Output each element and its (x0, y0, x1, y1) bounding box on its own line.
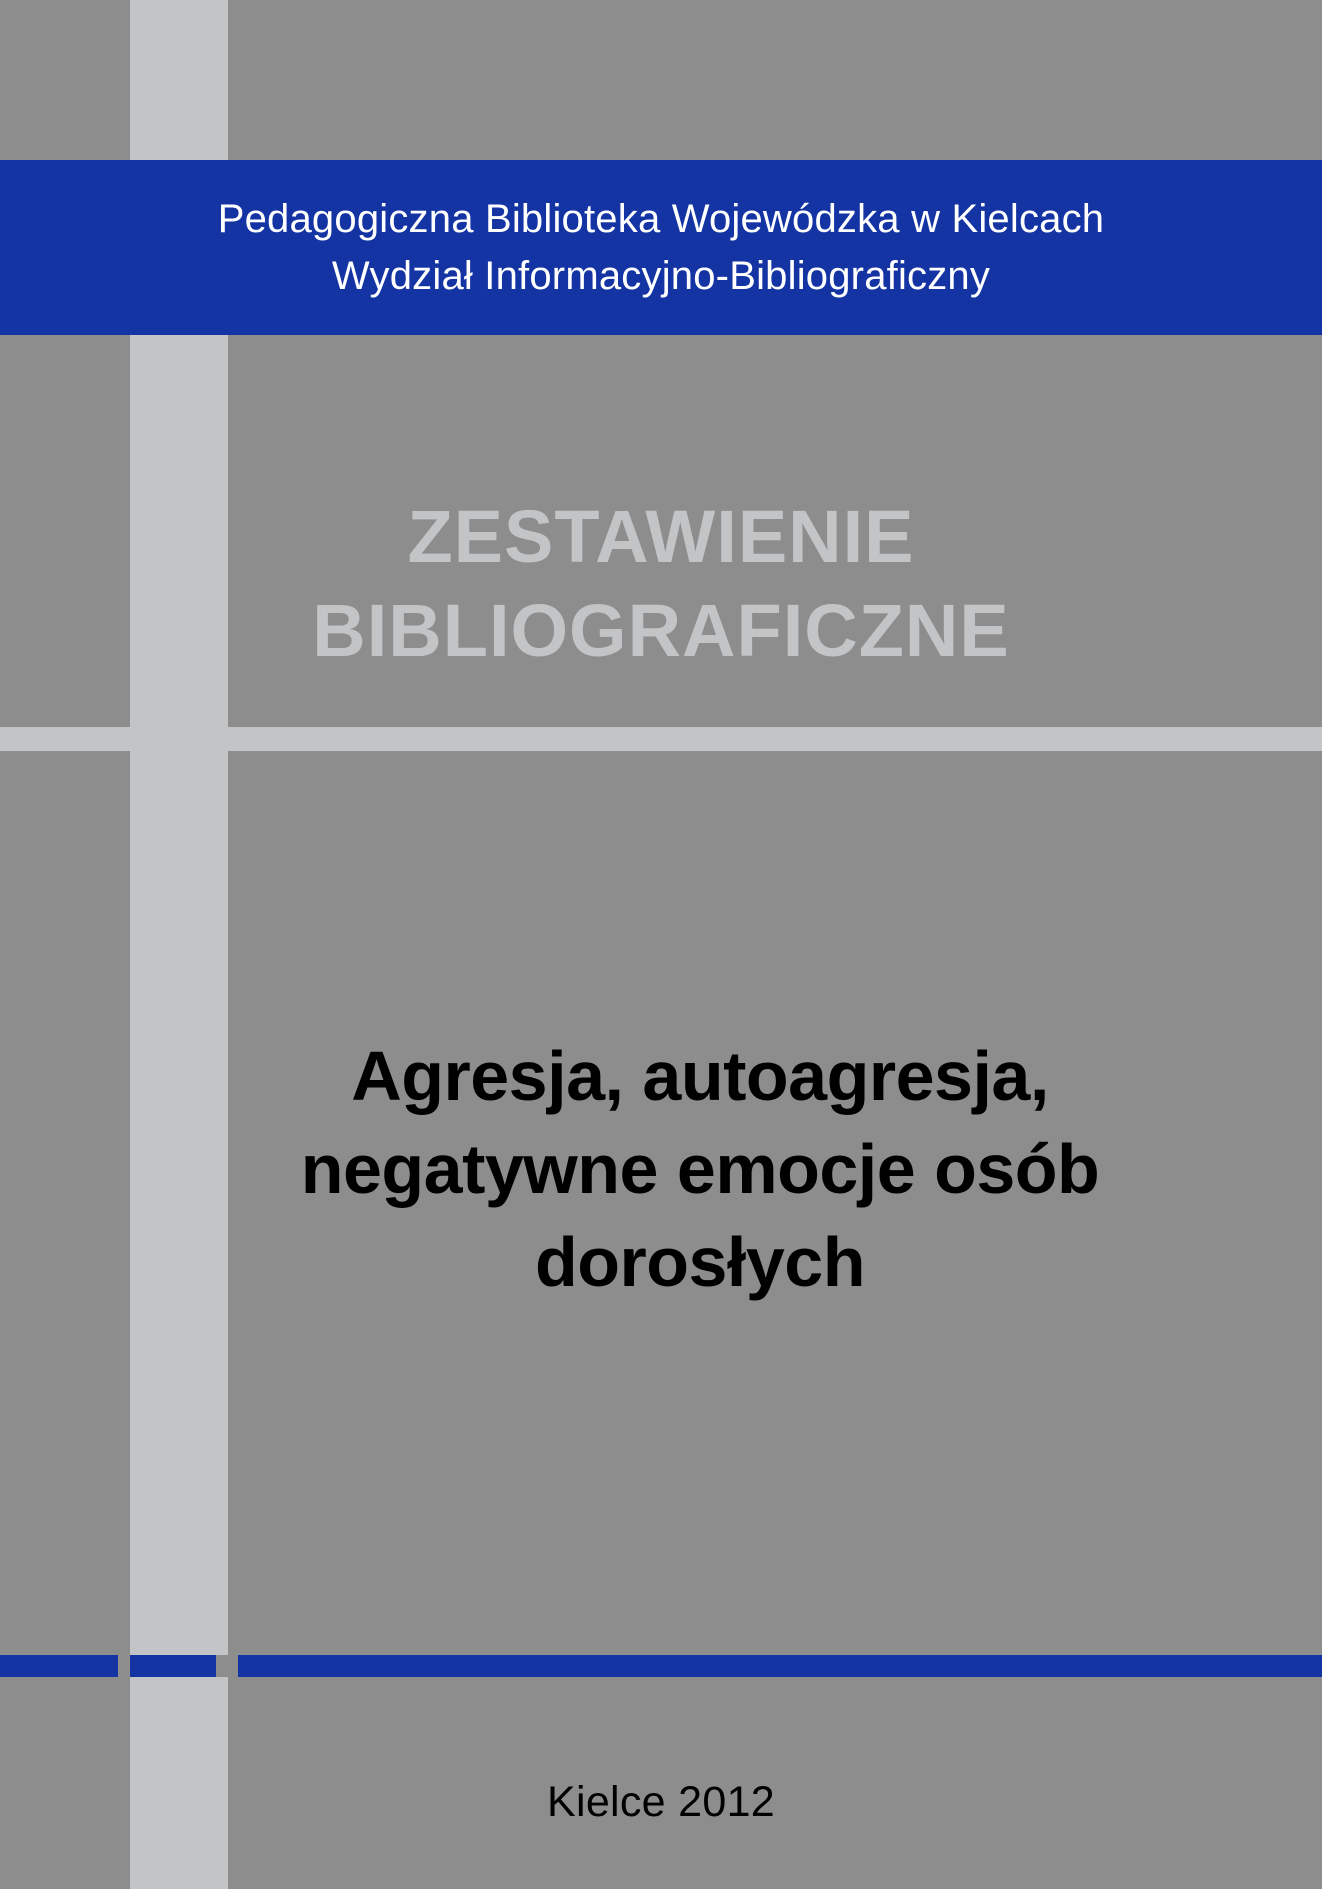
decorative-blue-rule (0, 1655, 1322, 1677)
page-title (200, 1030, 1200, 1309)
institution-name-line1: Pedagogiczna Biblioteka Wojewódzka w Kielcach (217, 196, 1105, 241)
imprint-place-year: Kielce 2012 (546, 1778, 776, 1826)
institution-header-band (0, 160, 1322, 335)
series-title (0, 490, 1322, 678)
decorative-horizontal-band (0, 727, 1322, 751)
page-title-line3: dorosłych (534, 1223, 866, 1302)
institution-name-line2: Wydział Informacyjno-Bibliograficzny (331, 253, 991, 298)
series-title-line2: BIBLIOGRAFICZNE (312, 588, 1010, 672)
page-title-line2: negatywne emocje osób (300, 1130, 1100, 1209)
decorative-blue-rule-gap-right (216, 1655, 238, 1677)
page-title-line1: Agresja, autoagresja, (351, 1037, 1049, 1115)
decorative-blue-rule-gap-left (118, 1655, 130, 1677)
series-title-line1: ZESTAWIENIE (407, 495, 915, 578)
